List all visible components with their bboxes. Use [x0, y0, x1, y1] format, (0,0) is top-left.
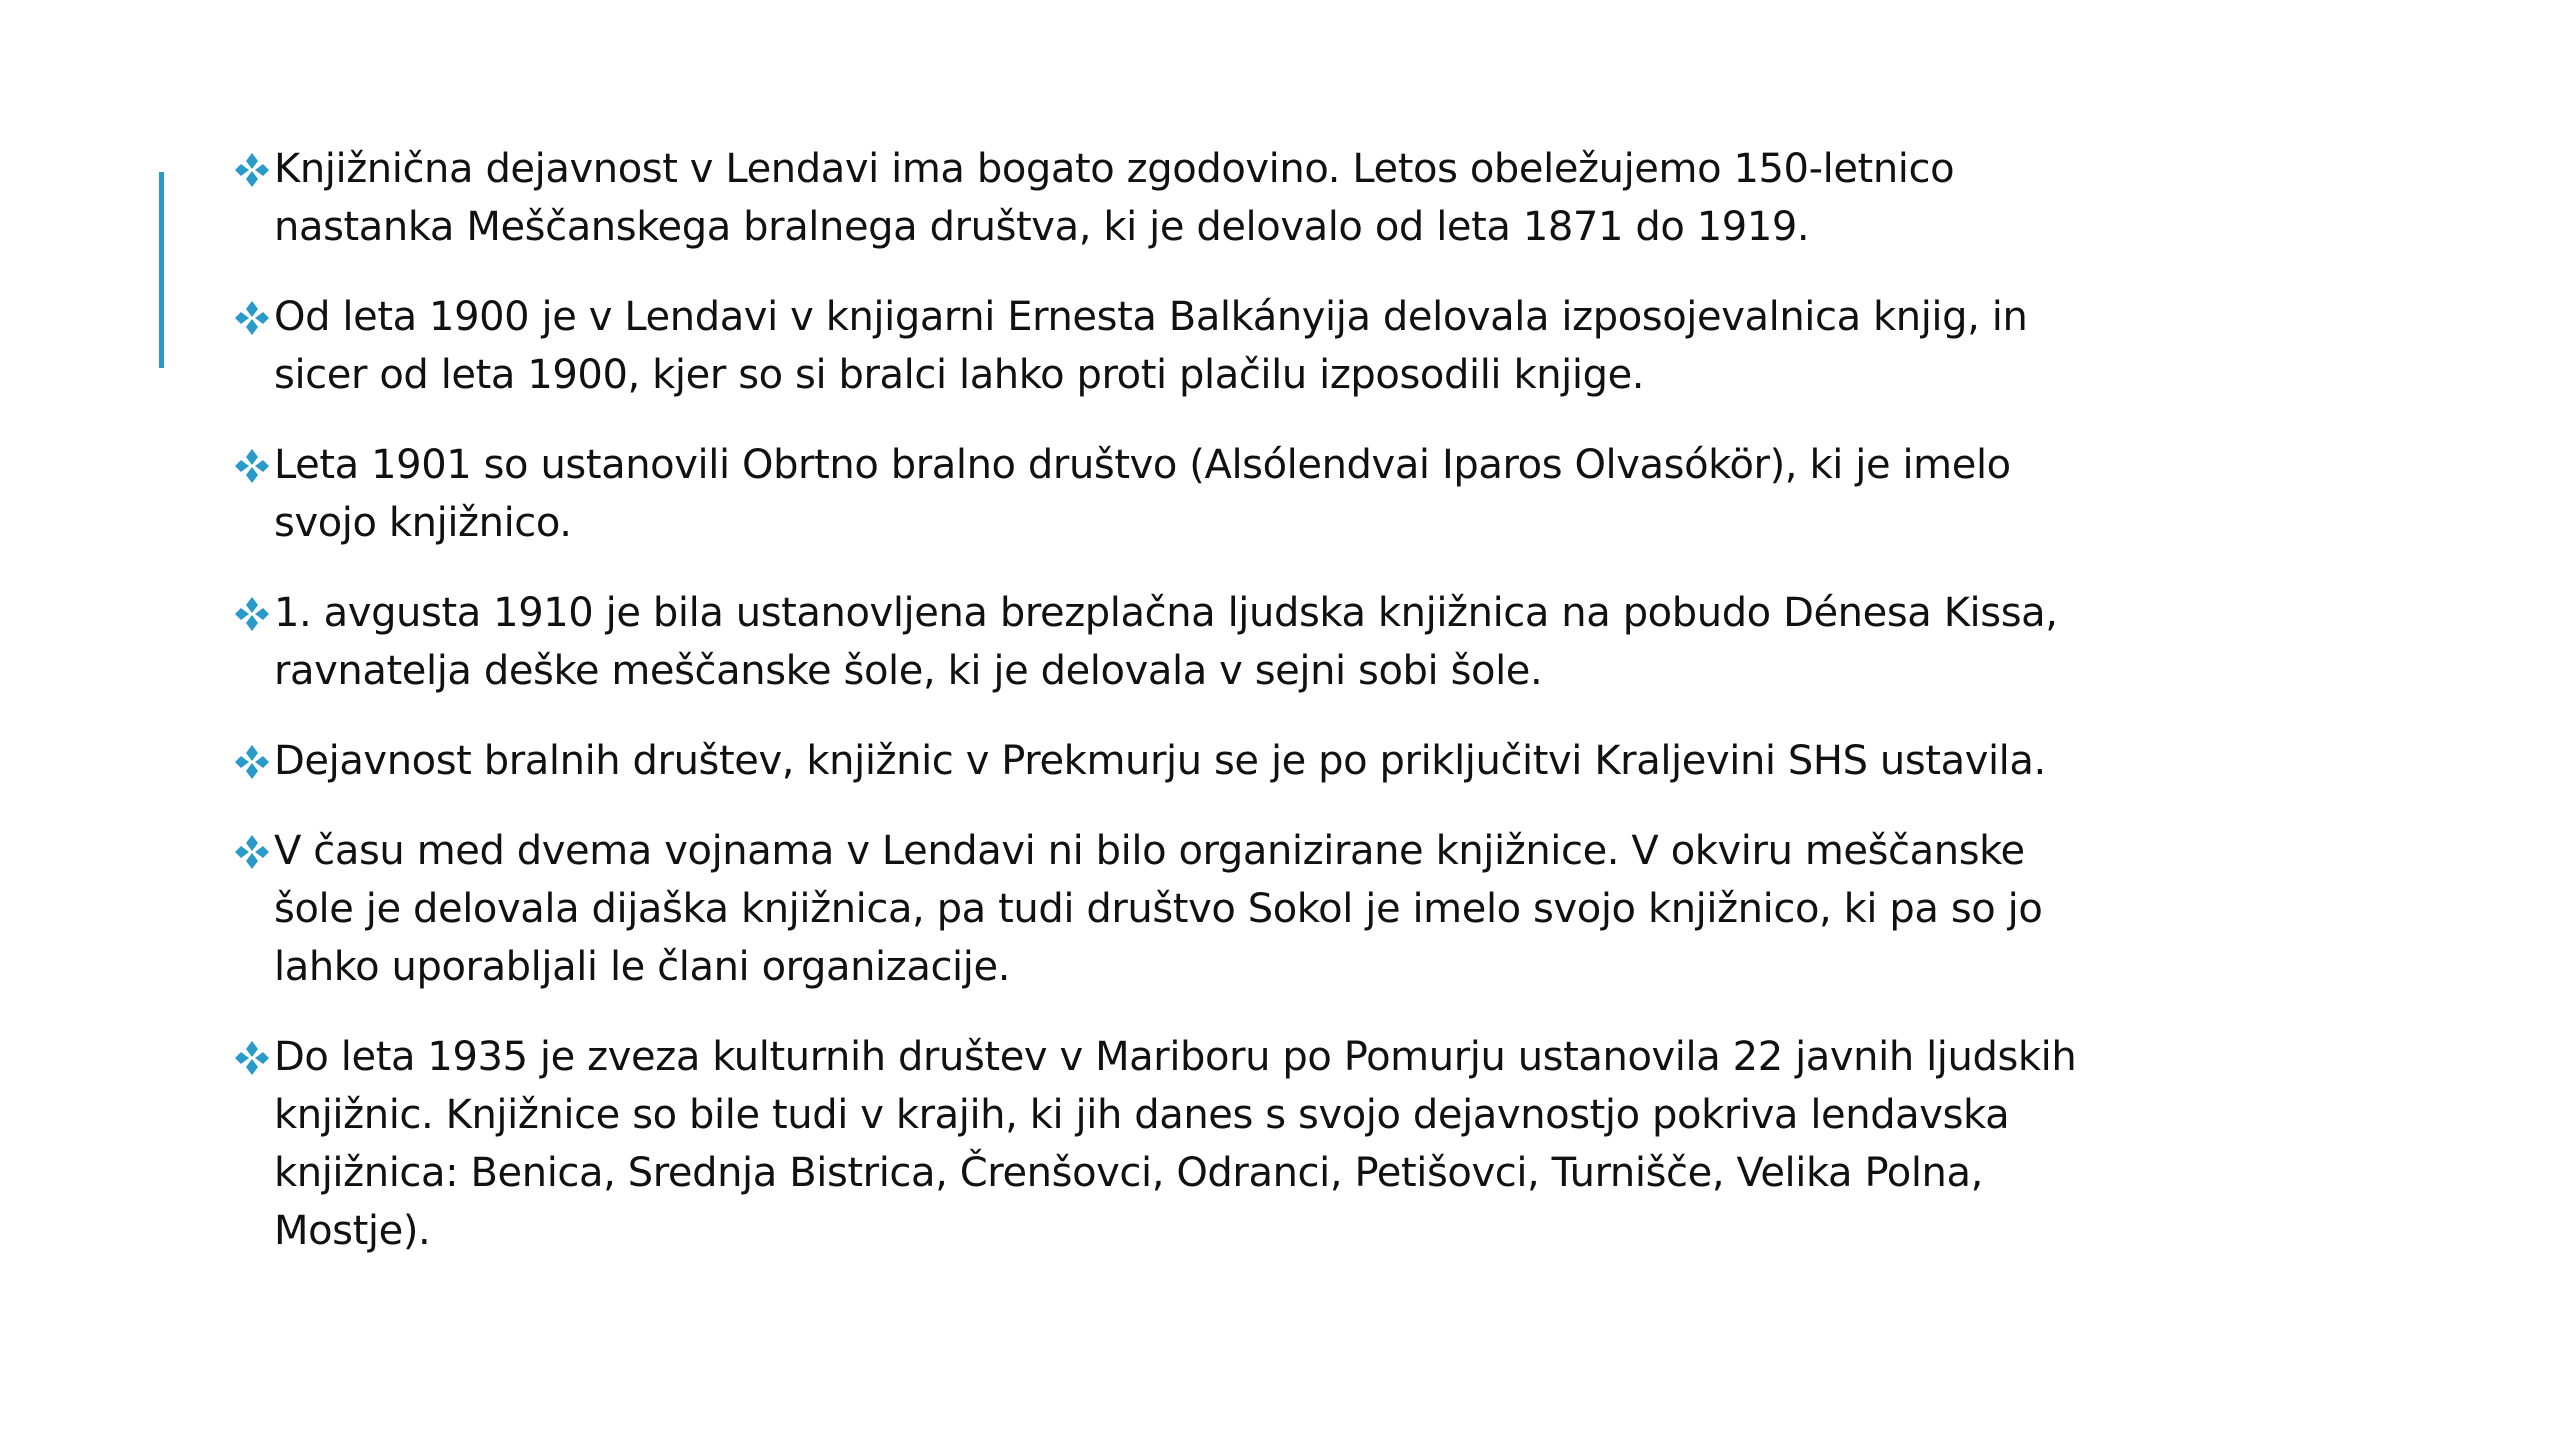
bullet-item: [232, 436, 2292, 552]
bullet-text: 1. avgusta 1910 je bila ustanovljena brezplačna ljudska knjižnica na pobudo Dénesa Kissa, ravnatelja deške meščanske šole, ki je delovala v sejni sobi šole.: [274, 590, 2058, 694]
bullet-text: V času med dvema vojnama v Lendavi ni bilo organizirane knjižnice. V okviru meščanske šole je delovala dijaška knjižnica, pa tudi društvo Sokol je imelo svojo knjižnico, ki pa so jo lahko uporabljali le člani organizacije.: [274, 828, 2043, 990]
bullet-text: Dejavnost bralnih društev, knjižnic v Prekmurju se je po priključitvi Kraljevini SHS ustavila.: [274, 738, 2046, 784]
bullet-item: [232, 288, 2292, 404]
bullet-item: [232, 732, 2292, 790]
four-diamond-bullet-icon: [232, 298, 272, 338]
bullet-item: [232, 584, 2292, 700]
four-diamond-bullet-icon: [232, 594, 272, 634]
accent-bar: [159, 172, 164, 368]
bullet-text: Od leta 1900 je v Lendavi v knjigarni Ernesta Balkányija delovala izposojevalnica knjig, in sicer od leta 1900, kjer so si bralci lahko proti plačilu izposodili knjige.: [274, 294, 2028, 398]
bullet-list: [232, 140, 2292, 1292]
four-diamond-bullet-icon: [232, 1038, 272, 1078]
bullet-text: Do leta 1935 je zveza kulturnih društev v Mariboru po Pomurju ustanovila 22 javnih ljudskih knjižnic. Knjižnice so bile tudi v krajih, ki jih danes s svojo dejavnostjo pokriva lendavska knjižnica: Benica, Srednja Bistrica, Črenšovci, Odranci, Petišovci, Turnišče, Velika Polna, Mostje).: [274, 1034, 2077, 1254]
four-diamond-bullet-icon: [232, 832, 272, 872]
bullet-text: Knjižnična dejavnost v Lendavi ima bogato zgodovino. Letos obeležujemo 150-letnico nastanka Meščanskega bralnega društva, ki je delovalo od leta 1871 do 1919.: [274, 146, 1955, 250]
bullet-item: [232, 822, 2292, 996]
bullet-text: Leta 1901 so ustanovili Obrtno bralno društvo (Alsólendvai Iparos Olvasókör), ki je imelo svojo knjižnico.: [274, 442, 2011, 546]
four-diamond-bullet-icon: [232, 150, 272, 190]
four-diamond-bullet-icon: [232, 446, 272, 486]
bullet-item: [232, 140, 2292, 256]
four-diamond-bullet-icon: [232, 742, 272, 782]
bullet-item: [232, 1028, 2292, 1260]
